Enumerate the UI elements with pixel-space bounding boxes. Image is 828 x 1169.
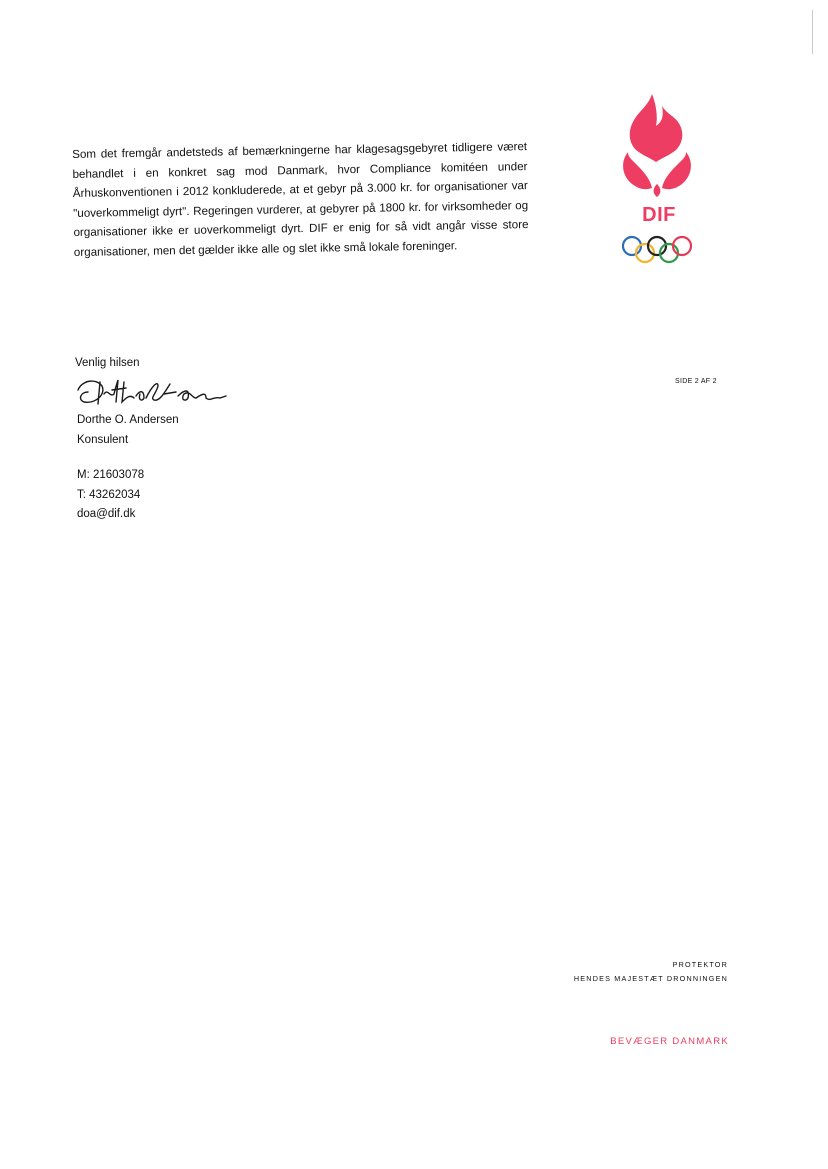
flame-base-shape bbox=[654, 184, 661, 197]
flame-left-shape bbox=[623, 152, 652, 189]
flame-right-shape bbox=[662, 152, 691, 189]
sender-block bbox=[77, 410, 179, 450]
contact-phone: T: 43262034 bbox=[77, 488, 141, 501]
contact-info bbox=[77, 466, 144, 525]
sender-title: Konsulent bbox=[77, 434, 129, 446]
contact-email[interactable]: doa@dif.dk bbox=[77, 508, 136, 520]
handwritten-signature bbox=[74, 372, 234, 412]
tagline: BEVÆGER DANMARK bbox=[610, 1036, 729, 1047]
footer-line-2: HENDES MAJESTÆT DRONNINGEN bbox=[573, 974, 728, 983]
letter-body: Som det fremgår andetsteds af bemærkningerne har klagesagsgebyret tidligere været behandlet i en konkret sag mod Danmark, hvor Compliance komitéen under Århuskonventionen i 2012 konkluderede, at et gebyr på 3.000 kr. for organisationer var "uoverkommeligt dyrt". Regeringen vurderer, at gebyrer på 1800 kr. for virksomheder og organisationer ikke er uoverkommeligt dyrt. DIF er enig for så vidt angår visse store organisationer, men det gælder ikke alle og slet ikke små lokale foreninger. bbox=[72, 140, 529, 259]
olympic-rings-icon bbox=[623, 237, 691, 262]
dif-logo-text: DIF bbox=[642, 204, 676, 226]
footer-line-1: PROTEKTOR bbox=[672, 960, 728, 969]
page-edge-mark bbox=[812, 10, 813, 54]
dif-flame-logo bbox=[612, 92, 702, 272]
closing-greeting: Venlig hilsen bbox=[75, 357, 140, 369]
footer-protector bbox=[574, 958, 728, 986]
page-number: SIDE 2 AF 2 bbox=[675, 378, 717, 385]
contact-mobile: M: 21603078 bbox=[77, 469, 145, 481]
sender-name: Dorthe O. Andersen bbox=[77, 414, 179, 426]
flame-top-shape bbox=[630, 94, 683, 162]
